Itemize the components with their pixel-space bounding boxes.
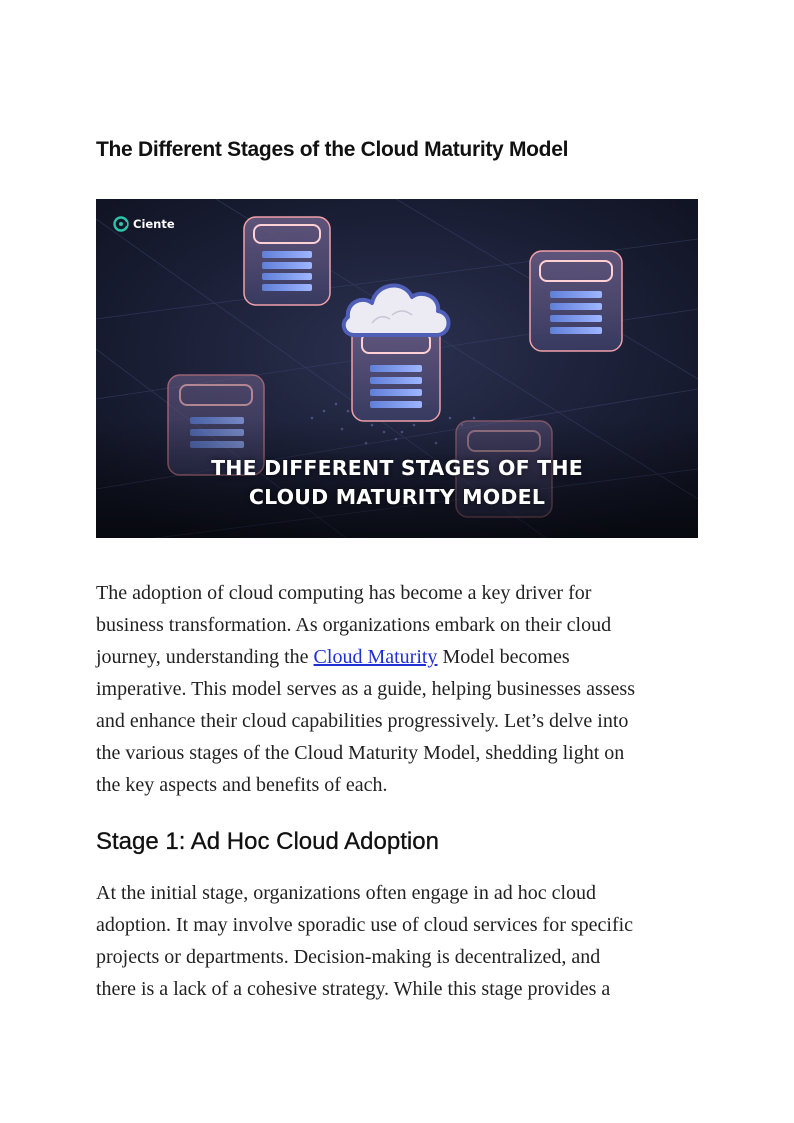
- hero-caption-line-2: CLOUD MATURITY MODEL: [248, 485, 546, 509]
- page-title: The Different Stages of the Cloud Maturity Model: [96, 138, 569, 161]
- hero-caption-line-1: THE DIFFERENT STAGES OF THE: [211, 456, 583, 480]
- intro-line: the key aspects and benefits of each.: [96, 774, 388, 796]
- intro-paragraph: [96, 577, 700, 801]
- logo-text: Ciente: [133, 217, 175, 231]
- server-cube-top-left: [244, 217, 330, 305]
- intro-line: The adoption of cloud computing has become a key driver for: [96, 582, 592, 604]
- server-cube-center: [352, 325, 440, 421]
- brand-logo: [113, 216, 175, 232]
- intro-line: and enhance their cloud capabilities progressively. Let’s delve into: [96, 710, 629, 732]
- ciente-logo-icon: [113, 216, 129, 232]
- intro-line: [96, 641, 700, 673]
- intro-line: business transformation. As organizations embark on their cloud: [96, 614, 612, 636]
- intro-line: imperative. This model serves as a guide, helping businesses assess: [96, 678, 635, 700]
- stage-1-line: projects or departments. Decision-making is decentralized, and: [96, 946, 601, 968]
- intro-line-text: journey, understanding the: [96, 646, 314, 668]
- server-cube-top-right: [530, 251, 622, 351]
- hero-caption: [96, 454, 698, 512]
- stage-1-line: At the initial stage, organizations often engage in ad hoc cloud: [96, 882, 597, 904]
- stage-1-heading: Stage 1: Ad Hoc Cloud Adoption: [96, 828, 439, 855]
- stage-1-paragraph: [96, 877, 700, 1005]
- hero-image: [96, 199, 698, 538]
- intro-line: the various stages of the Cloud Maturity Model, shedding light on: [96, 742, 625, 764]
- intro-line-text: Model becomes: [437, 646, 570, 668]
- cloud-maturity-link[interactable]: Cloud Maturity: [313, 646, 438, 668]
- stage-1-line: there is a lack of a cohesive strategy. While this stage provides a: [96, 978, 611, 1000]
- stage-1-line: adoption. It may involve sporadic use of cloud services for specific: [96, 914, 634, 936]
